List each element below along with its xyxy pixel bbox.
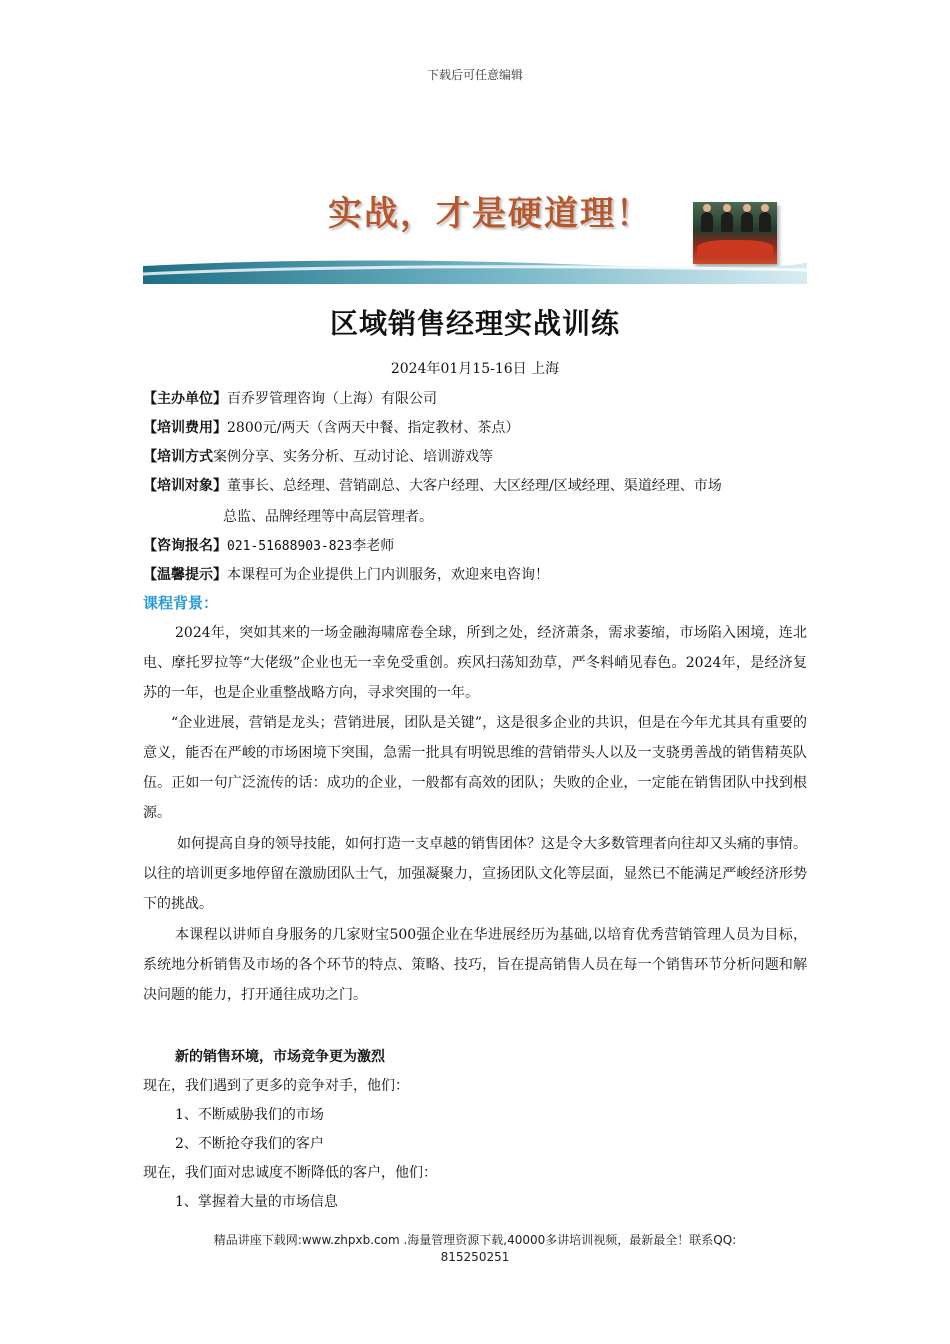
info-audience-cont: 总监、品牌经理等中高层管理者。 (223, 509, 433, 525)
info-fee (143, 417, 519, 437)
info-key: 【咨询报名】 (143, 538, 227, 554)
page-title: 区域销售经理实战训练 (329, 307, 620, 340)
paragraph: 本课程以讲师自身服务的几家财宝500强企业在华进展经历为基础,以培育优秀营销管理人员为目标，系统地分析销售及市场的各个环节的特点、策略、技巧，旨在提高销售人员在每一个销售环节分析问题和解决问题的能力，打开通往成功之门。 (143, 927, 807, 1003)
footer-line: 815250251 (440, 1250, 510, 1264)
banner-wave (143, 256, 807, 284)
footer (143, 1232, 807, 1266)
paragraph: “企业进展，营销是龙头；营销进展，团队是关键”，这是很多企业的共识，但是在今年尤其具有重要的意义，能否在严峻的市场困境下突围，急需一批具有明锐思维的营销带头人以及一支骁勇善战的销售精英队伍。正如一句广泛流传的话：成功的企业，一般都有高效的团队；失败的企业，一定能在销售团队中找到根源。 (143, 715, 807, 821)
info-value: 案例分享、实务分析、互动讨论、培训游戏等 (213, 449, 493, 465)
info-key: 【培训对象】 (143, 478, 227, 494)
info-key: 【温馨提示】 (143, 567, 227, 583)
list-item: 1、掌握着大量的市场信息 (175, 1194, 338, 1210)
consult-contact: 李老师 (352, 538, 395, 554)
info-key: 【主办单位】 (143, 391, 227, 407)
info-value: 本课程可为企业提供上门内训服务，欢迎来电咨询！ (227, 567, 549, 583)
info-value: 百乔罗管理咨询（上海）有限公司 (227, 391, 437, 407)
list-item: 1、不断威胁我们的市场 (175, 1107, 324, 1123)
info-value: 董事长、总经理、营销副总、大客户经理、大区经理/区域经理、渠道经理、市场 (227, 478, 722, 494)
info-key: 【培训方式 (143, 449, 213, 465)
info-consult (143, 535, 394, 555)
section-subhead: 新的销售环境，市场竞争更为激烈 (175, 1049, 385, 1065)
text-line: 现在，我们面对忠诚度不断降低的客户，他们： (143, 1165, 437, 1181)
text-line: 现在，我们遇到了更多的竞争对手，他们： (143, 1078, 409, 1094)
paragraph: 2024年，突如其来的一场金融海啸席卷全球，所到之处，经济萧条，需求萎缩，市场陷入困境，连北电、摩托罗拉等“大佬级”企业也无一幸免受重创。疾风扫荡知劲草，严冬料峭见春色。2024年，是经济复苏的一年，也是企业重整战略方向，寻求突围的一年。 (143, 625, 807, 701)
info-method (143, 446, 493, 466)
banner-slogan: 实战，才是硬道理！ (328, 194, 652, 234)
info-value: 2800元/两天（含两天中餐、指定教材、茶点） (227, 420, 520, 436)
header-note: 下载后可任意编辑 (426, 68, 523, 82)
section-title-background: 课程背景： (143, 594, 219, 612)
info-audience (143, 475, 722, 495)
info-organizer (143, 388, 437, 408)
banner (143, 168, 807, 284)
info-tip (143, 564, 549, 584)
info-key: 【培训费用】 (143, 420, 227, 436)
paragraph: 如何提高自身的领导技能，如何打造一支卓越的销售团体？这是令大多数管理者向往却又头痛的事情。以往的培训更多地停留在激励团队士气，加强凝聚力，宣扬团队文化等层面，显然已不能满足严峻经济形势下的挑战。 (143, 836, 807, 912)
list-item: 2、不断抢夺我们的客户 (175, 1136, 324, 1152)
footer-line: 精品讲座下载网:www.zhpxb.com .海量管理资源下载,40000多讲培训视频，最新最全！联系QQ: (213, 1233, 737, 1247)
date-location: 2024年01月15-16日 上海 (390, 361, 560, 377)
consult-phone: 021-51688903-823 (227, 539, 353, 554)
meeting-photo (693, 202, 777, 264)
